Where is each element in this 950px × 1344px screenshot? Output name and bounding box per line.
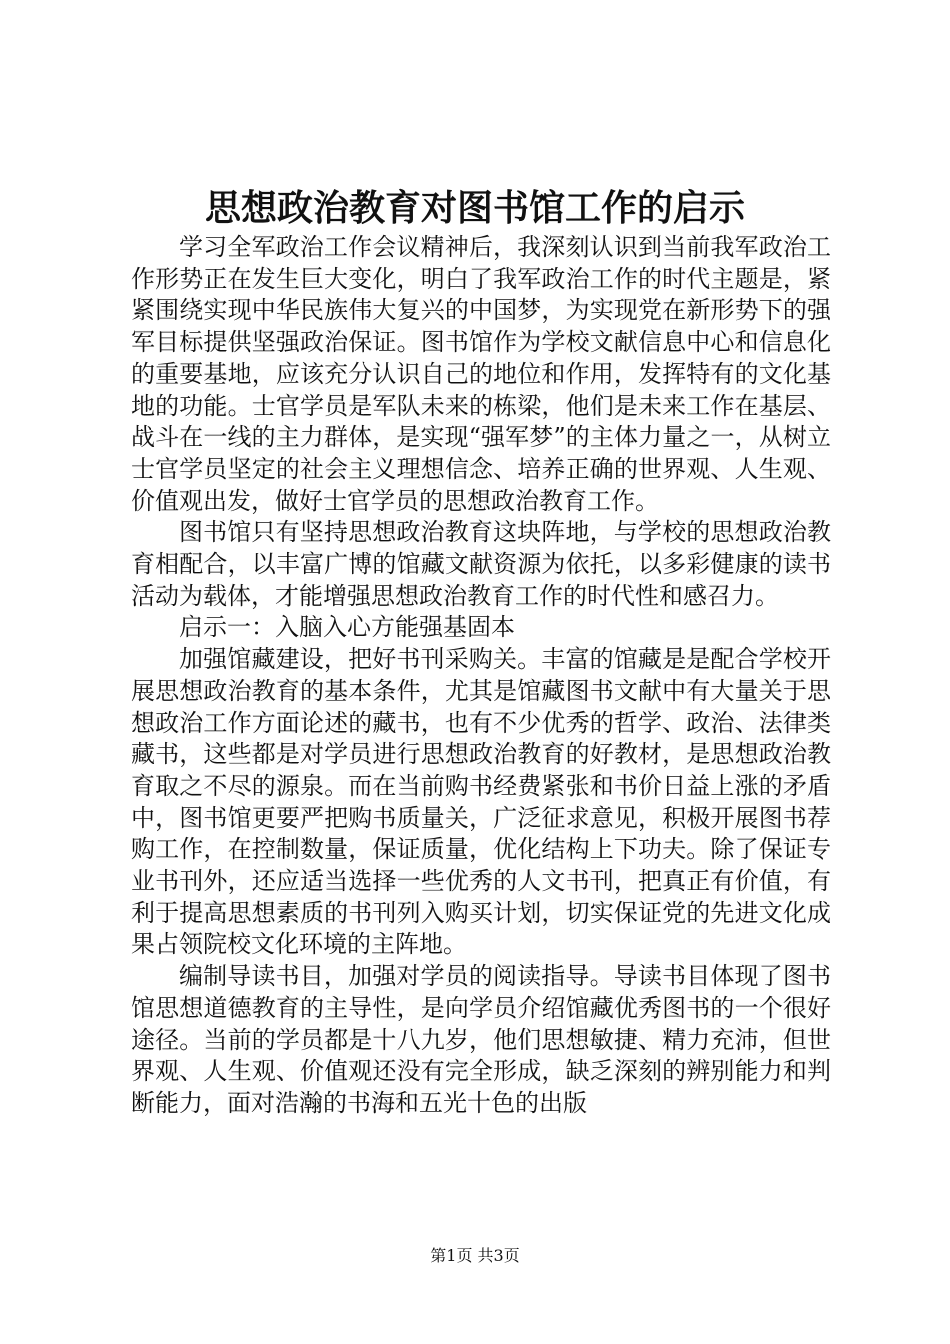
document-body — [131, 232, 831, 1120]
section-heading: 启示一：入脑入心方能强基固本 — [179, 613, 515, 642]
page-footer: 第1页 共3页 — [430, 1246, 520, 1265]
paragraph: 加强馆藏建设，把好书刊采购关。丰富的馆藏是是配合学校开展思想政治教育的基本条件，尤其是馆藏图书文献中有大量关于思想政治工作方面论述的藏书，也有不少优秀的哲学、政治、法律类藏书，这些都是对学员进行思想政治教育的好教材，是思想政治教育取之不尽的源泉。而在当前购书经费紧张和书价日益上涨的矛盾中，图书馆更要严把购书质量关，广泛征求意见，积极开展图书荐购工作，在控制数量，保证质量，优化结构上下功夫。除了保证专业书刊外，还应适当选择一些优秀的人文书刊，把真正有价值，有利于提高思想素质的书刊列入购买计划，切实保证党的先进文化成果占领院校文化环境的主阵地。 — [131, 645, 831, 959]
paragraph: 学习全军政治工作会议精神后，我深刻认识到当前我军政治工作形势正在发生巨大变化，明白了我军政治工作的时代主题是，紧紧围绕实现中华民族伟大复兴的中国梦，为实现党在新形势下的强军目标提供坚强政治保证。图书馆作为学校文献信息中心和信息化的重要基地，应该充分认识自己的地位和作用，发挥特有的文化基地的功能。士官学员是军队未来的栋梁，他们是未来工作在基层、战斗在一线的主力群体，是实现“强军梦”的主体力量之一，从树立士官学员坚定的社会主义理想信念、培养正确的世界观、人生观、价值观出发，做好士官学员的思想政治教育工作。 — [131, 233, 831, 515]
document-title: 思想政治教育对图书馆工作的启示 — [204, 187, 745, 229]
paragraph: 编制导读书目，加强对学员的阅读指导。导读书目体现了图书馆思想道德教育的主导性，是向学员介绍馆藏优秀图书的一个很好途径。当前的学员都是十八九岁，他们思想敏捷、精力充沛，但世界观、人生观、价值观还没有完全形成，缺乏深刻的辨别能力和判断能力，面对浩瀚的书海和五光十色的出版 — [131, 962, 831, 1117]
paragraph: 图书馆只有坚持思想政治教育这块阵地，与学校的思想政治教育相配合，以丰富广博的馆藏文献资源为依托，以多彩健康的读书活动为载体，才能增强思想政治教育工作的时代性和感召力。 — [131, 518, 831, 610]
